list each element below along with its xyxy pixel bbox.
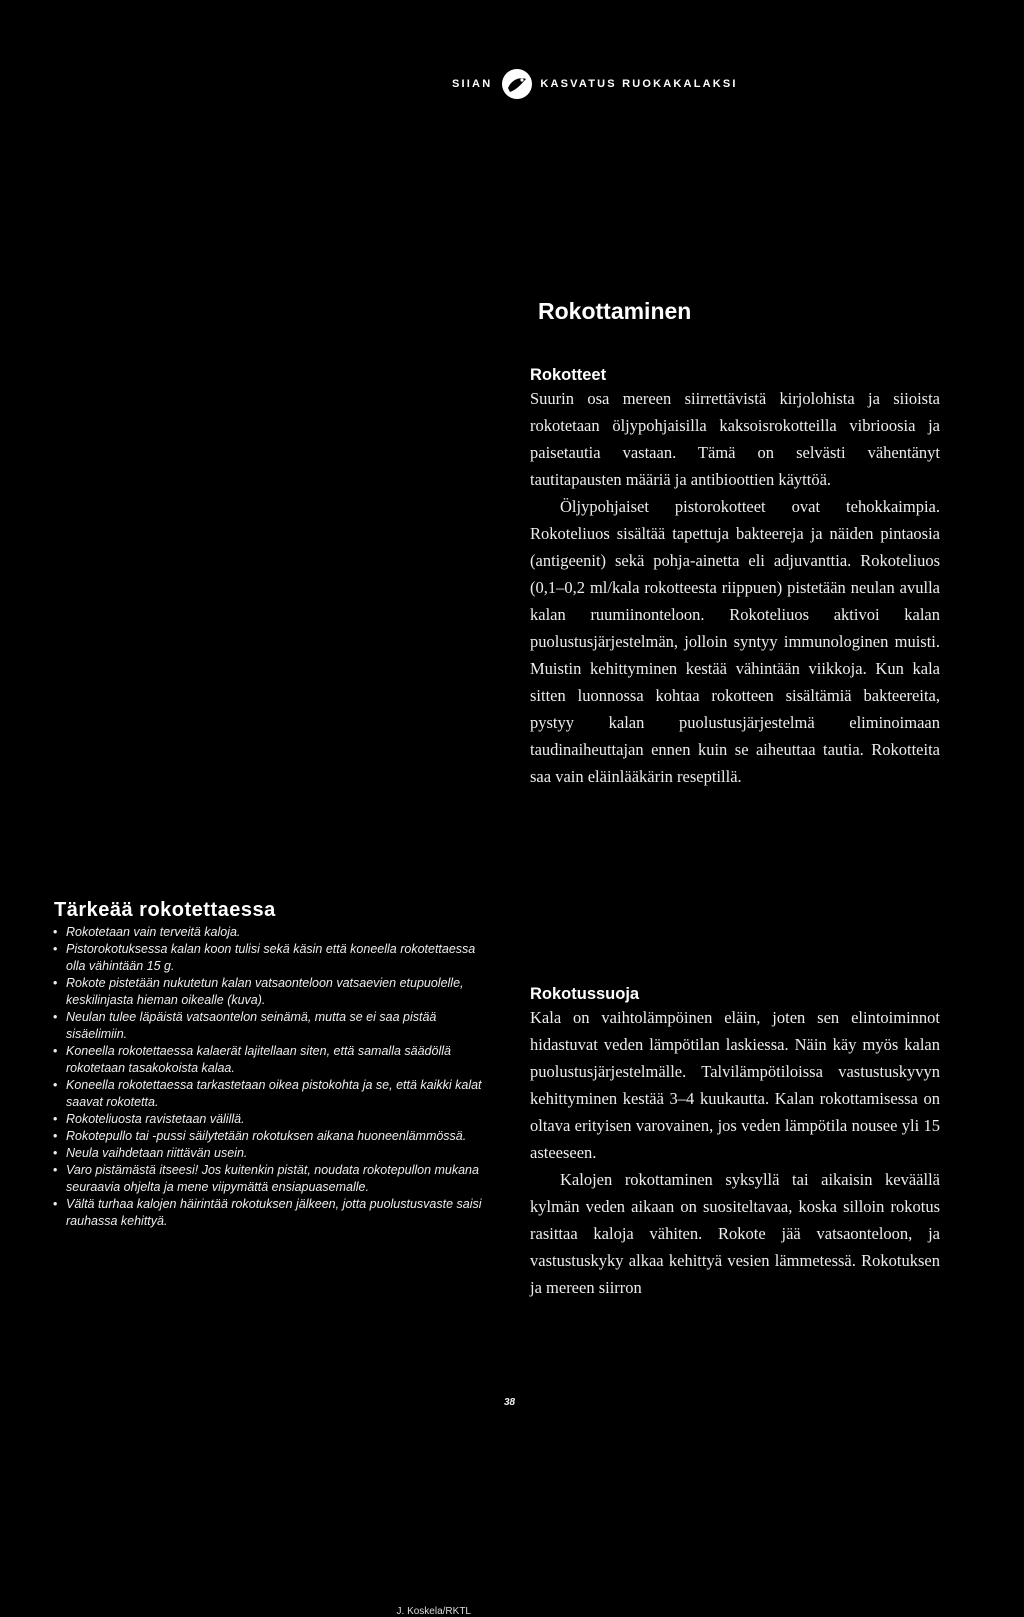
photo-credit: J. Koskela/RKTL <box>396 1606 471 1617</box>
rokotteet-paragraph-1: Suurin osa mereen siirrettävistä kirjolohista ja siioista rokotetaan öljypohjaisilla kaksoisrokotteilla vibrioosia ja paisetautia vastaan. Tämä on selvästi vähentänyt tautitapausten määriä ja antibioottien käyttöä. <box>530 389 940 489</box>
rokotussuoja-paragraph-1: Kala on vaihtolämpöinen eläin, joten sen elintoiminnot hidastuvat veden lämpötilan laskiessa. Näin käy myös kalan puolustusjärjestelmälle. Talvilämpötiloissa vastustuskyvyn kehittyminen kestää 3–4 kuukautta. Kalan rokottamisessa on oltava erityisen varovainen, jos veden lämpötila nousee yli 15 asteeseen. <box>530 1008 940 1162</box>
fish-logo-icon <box>500 67 534 101</box>
list-item: • Rokotetaan vain terveitä kaloja. <box>50 924 485 941</box>
page-title: Rokottaminen <box>538 298 692 324</box>
list-item: • Varo pistämästä itseesi! Jos kuitenkin pistät, noudata rokotepullon mukana seuraavia ohjelta ja mene viipymättä ensiapuasemalle. <box>50 1162 485 1196</box>
important-box-heading: Tärkeää rokotettaessa <box>54 899 276 921</box>
list-item: • Neula vaihdetaan riittävän usein. <box>50 1145 485 1162</box>
section-rokotteet <box>530 366 940 790</box>
rokotteet-paragraph-2: Öljypohjaiset pistorokotteet ovat tehokkaimpia. Rokoteliuos sisältää tapettuja bakteereja ja näiden pintaosia (antigeenit) sekä pohja-ainetta eli adjuvanttia. Rokoteliuos (0,1–0,2 ml/kala rokotteesta riippuen) pistetään neulan avulla kalan ruumiinonteloon. Rokoteliuos aktivoi kalan puolustusjärjestelmän, jolloin syntyy immunologinen muisti. Muistin kehittyminen kestää vähintään viikkoja. Kun kala sitten luonnossa kohtaa rokotteen sisältämiä bakteereita, pystyy kalan puolustusjärjestelmä eliminoimaan taudinaiheuttajan ennen kuin se aiheuttaa tautia. Rokotteita saa vain eläinlääkärin reseptillä. <box>530 497 940 786</box>
section-heading-rokotteet: Rokotteet <box>530 366 607 384</box>
list-item: • Neulan tulee läpäistä vatsaontelon seinämä, mutta se ei saa pistää sisäelimiin. <box>50 1009 485 1043</box>
rokotussuoja-paragraph-2: Kalojen rokottaminen syksyllä tai aikaisin keväällä kylmän veden aikaan on suositeltavaa, koska silloin rokotus rasittaa kaloja vähiten. Rokote jää vatsaonteloon, ja vastustuskyky alkaa kehittyä vesien lämmetessä. Rokotuksen ja mereen siirron <box>530 1170 940 1297</box>
important-list <box>50 924 485 1230</box>
list-item: • Rokote pistetään nukutetun kalan vatsaonteloon vatsaevien etupuolelle, keskilinjasta hieman oikealle (kuva). <box>50 975 485 1009</box>
list-item: • Rokotepullo tai -pussi säilytetään rokotuksen aikana huoneenlämmössä. <box>50 1128 485 1145</box>
important-box <box>50 899 485 1617</box>
header-right-text: KASVATUS RUOKAKALAKSI <box>540 78 738 90</box>
section-rokotussuoja <box>530 985 940 1301</box>
section-heading-rokotussuoja: Rokotussuoja <box>530 985 640 1003</box>
list-item: • Koneella rokotettaessa tarkastetaan oikea pistokohta ja se, että kaikki kalat saavat rokotetta. <box>50 1077 485 1111</box>
list-item: • Vältä turhaa kalojen häirintää rokotuksen jälkeen, jotta puolustusvaste saisi rauhassa kehittyä. <box>50 1196 485 1230</box>
page-number: 38 <box>504 1397 516 1408</box>
list-item: • Koneella rokotettaessa kalaerät lajitellaan siten, että samalla säädöllä rokotetaan tasakokoista kalaa. <box>50 1043 485 1077</box>
list-item: • Rokoteliuosta ravistetaan välillä. <box>50 1111 485 1128</box>
header-left-text: SIIAN <box>452 78 493 90</box>
running-header <box>452 62 752 106</box>
list-item: • Pistorokotuksessa kalan koon tulisi sekä käsin että koneella rokotettaessa olla vähintään 15 g. <box>50 941 485 975</box>
